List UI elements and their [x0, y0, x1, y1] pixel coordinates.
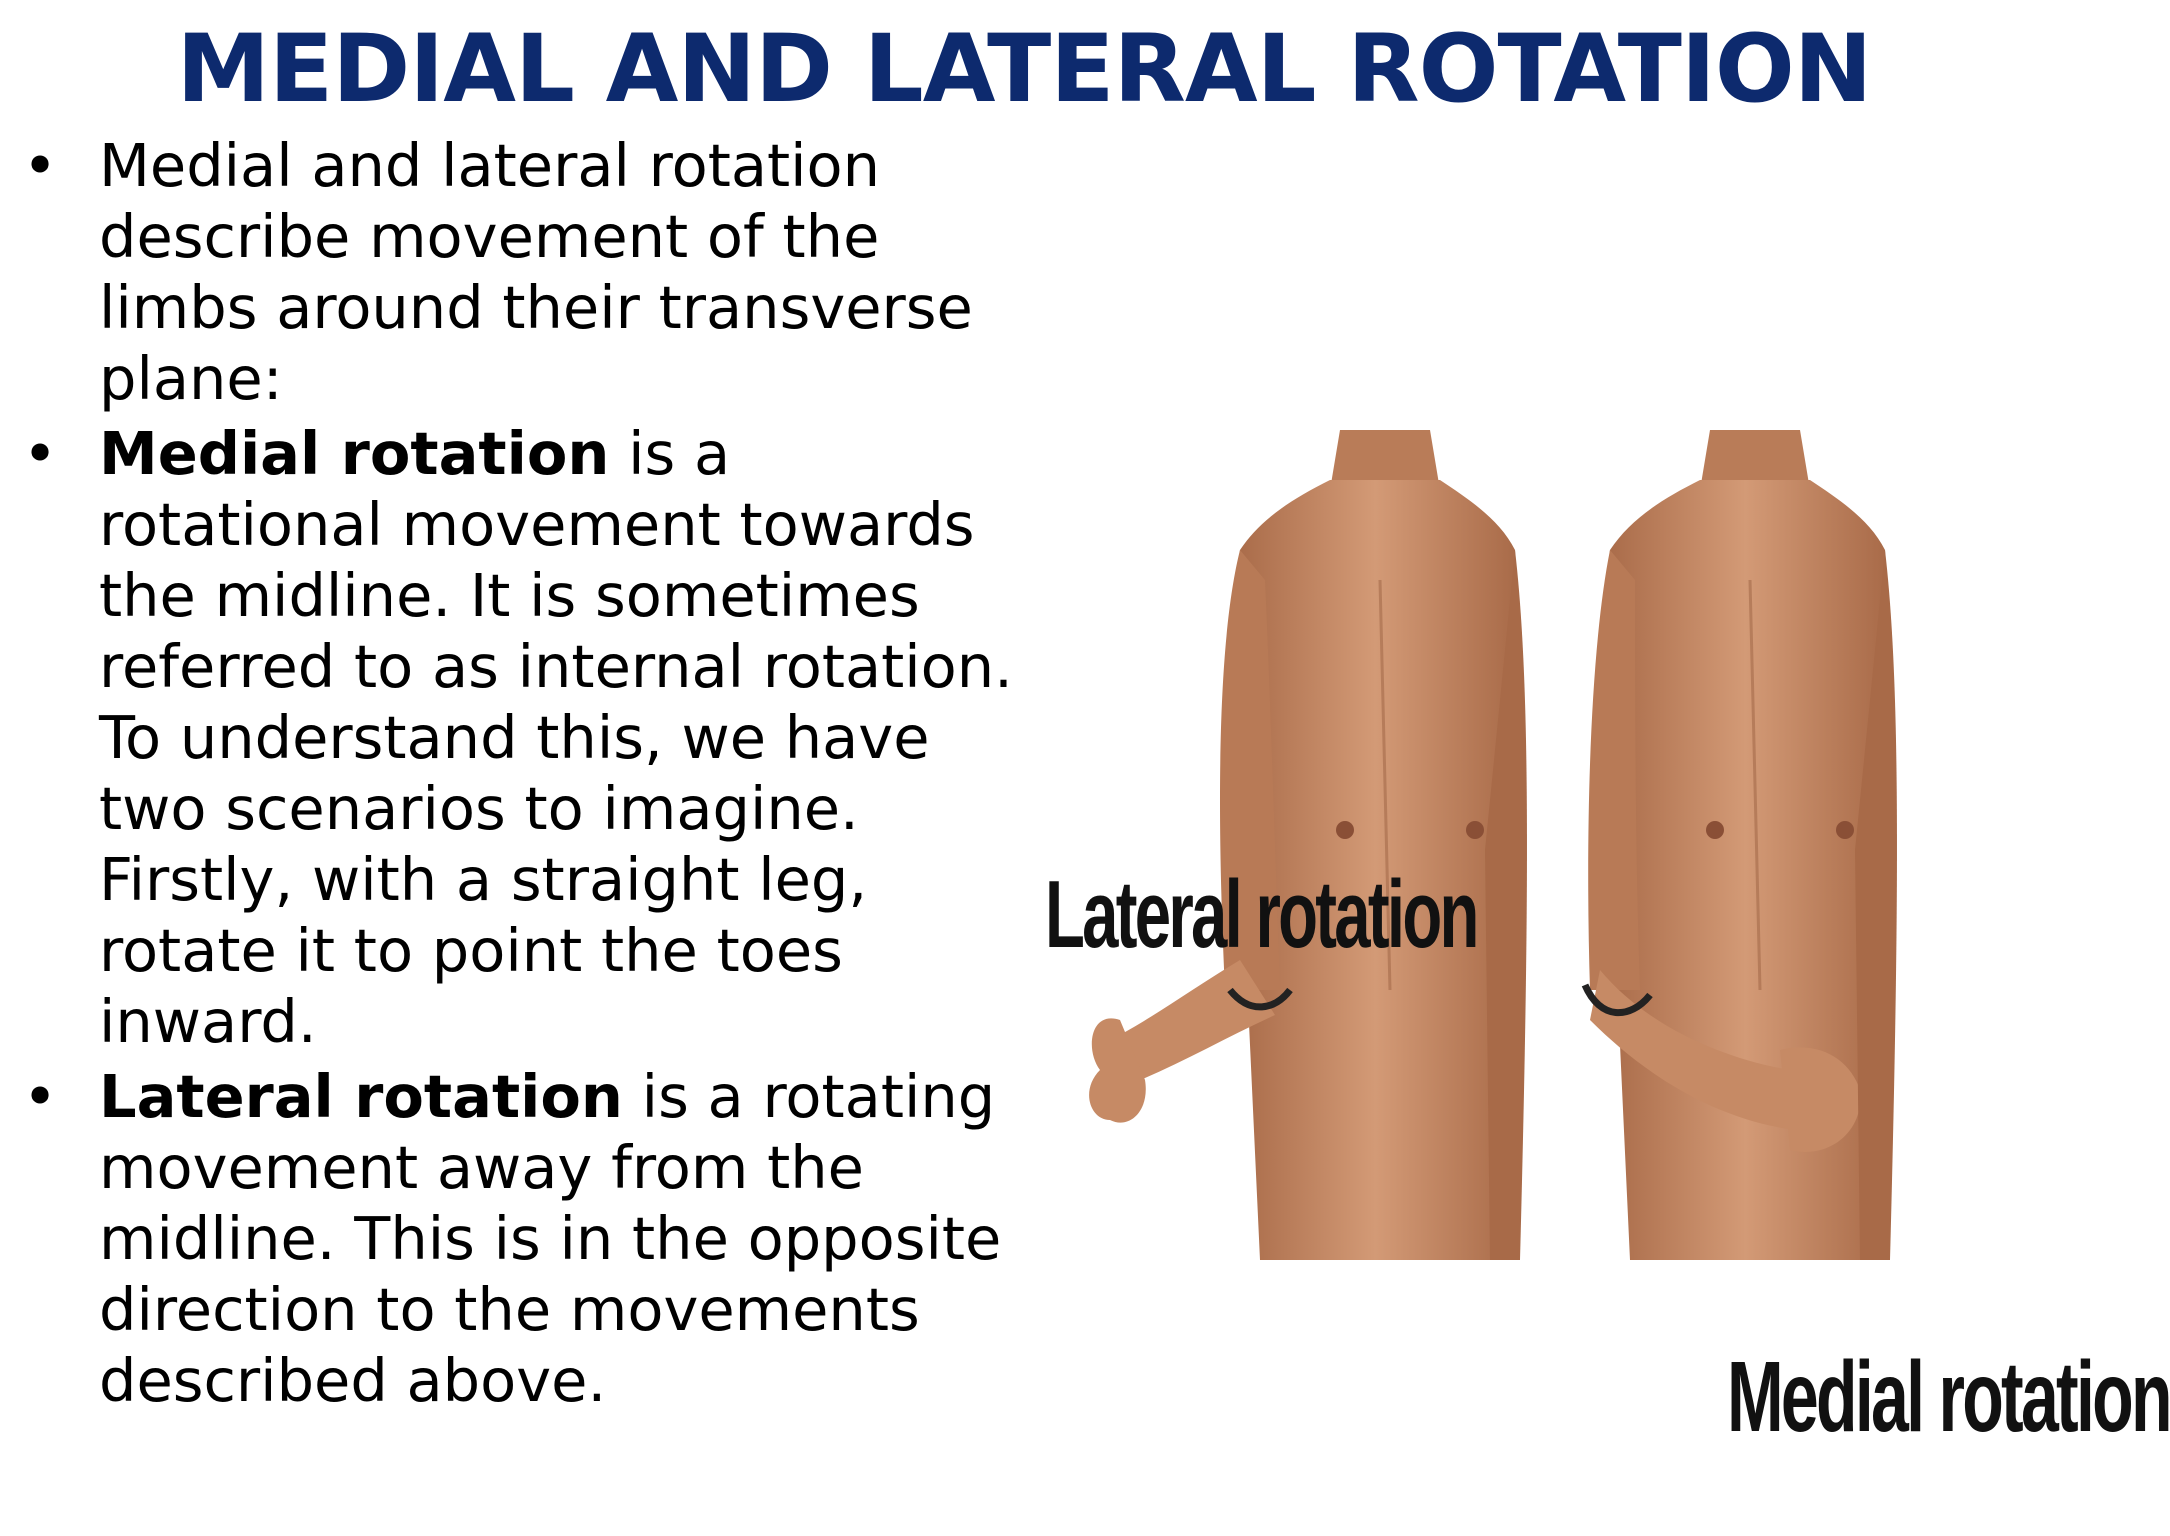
bullet-lateral-term: Lateral rotation — [99, 1062, 623, 1131]
bullet-dot: • — [22, 1062, 58, 1131]
label-lateral-rotation: Lateral rotation — [1045, 861, 1477, 968]
label-medial-rotation: Medial rotation — [1727, 1341, 2170, 1453]
bullet-list — [20, 130, 1030, 1420]
bullet-dot: • — [22, 131, 58, 200]
bullet-medial-term: Medial rotation — [99, 419, 610, 488]
rotation-figure — [1040, 400, 2170, 1510]
bullet-lateral-rotation — [20, 1061, 1030, 1416]
bullet-lateral-text: is a rotating movement away from the midline. This is in the opposite direction to the movements described above. — [99, 1062, 1002, 1415]
bullet-medial-rotation — [20, 418, 1030, 1057]
slide-title: MEDIAL AND LATERAL ROTATION — [176, 15, 1872, 124]
torso-medial-rotation-illustration — [1530, 430, 1990, 1290]
bullet-intro — [20, 130, 1030, 414]
bullet-medial-text: is a rotational movement towards the midline. It is sometimes referred to as internal rotation. To understand this, we have two scenarios to imagine. Firstly, with a straight leg, rotate it to point the toes inward. — [99, 419, 1013, 1056]
bullet-intro-text: Medial and lateral rotation describe movement of the limbs around their transverse plane: — [99, 131, 973, 413]
bullet-dot: • — [22, 419, 58, 488]
